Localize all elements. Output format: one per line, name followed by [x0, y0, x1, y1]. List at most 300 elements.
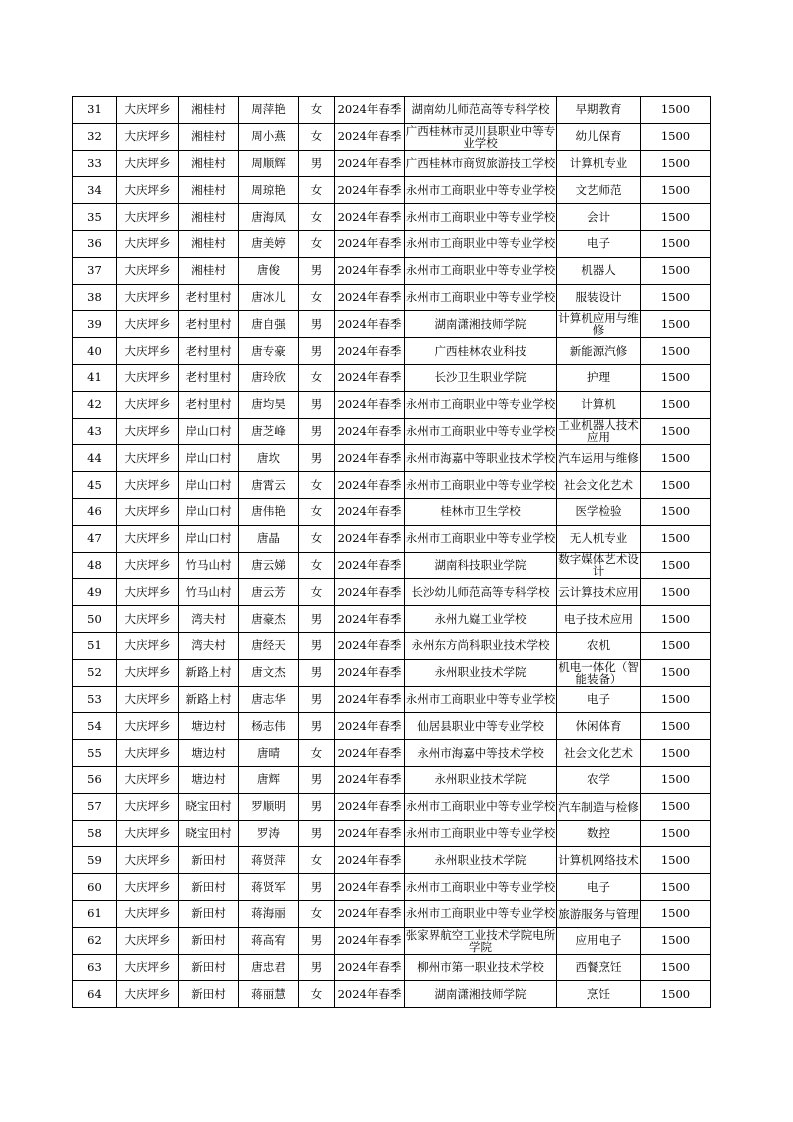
village-cell [179, 230, 239, 257]
village-text: 老村里村 [185, 397, 232, 412]
village-cell [179, 900, 239, 927]
row-number-cell [73, 338, 117, 365]
major-text: 农机 [587, 638, 610, 653]
gender-text: 男 [310, 155, 323, 170]
school-text: 湖南幼儿师范高等专科学校 [411, 102, 550, 117]
amount-cell [641, 552, 711, 579]
amount-cell [641, 472, 711, 499]
row-number-text: 49 [87, 584, 102, 599]
village-text: 湘桂村 [191, 209, 226, 224]
village-cell [179, 659, 239, 686]
township-cell [117, 284, 179, 311]
amount-cell [641, 498, 711, 525]
student-name-cell [239, 900, 299, 927]
term-text: 2024年春季 [337, 584, 402, 599]
school-cell [405, 713, 557, 740]
township-text: 大庆坪乡 [124, 986, 171, 1001]
student-name-cell [239, 579, 299, 606]
township-cell [117, 686, 179, 713]
table-row [73, 927, 711, 954]
school-cell [405, 659, 557, 686]
term-cell [335, 927, 405, 954]
term-text: 2024年春季 [337, 236, 402, 251]
term-text: 2024年春季 [337, 665, 402, 680]
term-text: 2024年春季 [337, 959, 402, 974]
row-number-cell [73, 364, 117, 391]
gender-cell [299, 606, 335, 633]
major-text: 西餐烹饪 [575, 959, 622, 974]
village-cell [179, 740, 239, 767]
amount-cell [641, 391, 711, 418]
village-text: 新田村 [191, 906, 226, 921]
row-number-cell [73, 686, 117, 713]
row-number-cell [73, 230, 117, 257]
village-text: 新田村 [191, 933, 226, 948]
table-row [73, 579, 711, 606]
amount-cell [641, 284, 711, 311]
school-cell [405, 150, 557, 177]
village-cell [179, 793, 239, 820]
township-cell [117, 900, 179, 927]
major-text: 烹饪 [587, 986, 610, 1001]
row-number-text: 38 [87, 289, 102, 304]
school-cell [405, 338, 557, 365]
village-cell [179, 981, 239, 1008]
gender-text: 男 [310, 611, 323, 626]
major-text: 无人机专业 [569, 531, 628, 546]
term-cell [335, 364, 405, 391]
student-name-cell [239, 525, 299, 552]
township-cell [117, 230, 179, 257]
row-number-text: 43 [87, 423, 102, 438]
term-text: 2024年春季 [337, 906, 402, 921]
township-cell [117, 177, 179, 204]
major-text: 数字媒体艺术设计 [558, 553, 639, 578]
amount-cell [641, 793, 711, 820]
term-cell [335, 820, 405, 847]
township-cell [117, 552, 179, 579]
amount-cell [641, 177, 711, 204]
village-text: 新田村 [191, 879, 226, 894]
school-text: 永州东方尚科职业技术学校 [411, 638, 550, 653]
term-cell [335, 766, 405, 793]
term-text: 2024年春季 [337, 772, 402, 787]
township-cell [117, 874, 179, 901]
township-cell [117, 472, 179, 499]
township-text: 大庆坪乡 [124, 423, 171, 438]
major-cell [557, 445, 641, 472]
village-text: 竹马山村 [185, 557, 232, 572]
table-row [73, 981, 711, 1008]
major-text: 电子 [587, 691, 610, 706]
village-cell [179, 632, 239, 659]
village-text: 岸山口村 [185, 531, 232, 546]
township-text: 大庆坪乡 [124, 611, 171, 626]
major-cell [557, 525, 641, 552]
village-cell [179, 552, 239, 579]
amount-cell [641, 311, 711, 338]
village-cell [179, 364, 239, 391]
table-row [73, 472, 711, 499]
village-cell [179, 498, 239, 525]
township-text: 大庆坪乡 [124, 879, 171, 894]
student-name-text: 唐专豪 [251, 343, 286, 358]
gender-text: 男 [310, 799, 323, 814]
term-text: 2024年春季 [337, 799, 402, 814]
student-name-cell [239, 445, 299, 472]
student-name-text: 唐云芳 [251, 584, 286, 599]
amount-cell [641, 230, 711, 257]
row-number-cell [73, 284, 117, 311]
amount-text: 1500 [660, 665, 691, 680]
township-cell [117, 311, 179, 338]
gender-cell [299, 311, 335, 338]
amount-text: 1500 [660, 316, 691, 331]
township-text: 大庆坪乡 [124, 504, 171, 519]
school-cell [405, 445, 557, 472]
major-text: 服装设计 [575, 289, 622, 304]
school-text: 永州市工商职业中等专业学校 [405, 691, 556, 706]
village-text: 湘桂村 [191, 236, 226, 251]
term-text: 2024年春季 [337, 289, 402, 304]
school-cell [405, 579, 557, 606]
student-name-cell [239, 766, 299, 793]
term-cell [335, 552, 405, 579]
township-cell [117, 847, 179, 874]
term-cell [335, 97, 405, 124]
student-name-text: 唐辉 [257, 772, 280, 787]
school-text: 永州市工商职业中等专业学校 [405, 397, 556, 412]
term-text: 2024年春季 [337, 986, 402, 1001]
school-cell [405, 230, 557, 257]
term-text: 2024年春季 [337, 102, 402, 117]
term-text: 2024年春季 [337, 209, 402, 224]
village-cell [179, 713, 239, 740]
amount-cell [641, 606, 711, 633]
amount-text: 1500 [660, 691, 691, 706]
term-cell [335, 123, 405, 150]
term-cell [335, 686, 405, 713]
row-number-text: 37 [87, 263, 102, 278]
school-text: 永州市工商职业中等专业学校 [405, 879, 556, 894]
amount-cell [641, 150, 711, 177]
township-text: 大庆坪乡 [124, 155, 171, 170]
major-cell [557, 230, 641, 257]
village-cell [179, 525, 239, 552]
row-number-text: 52 [87, 665, 102, 680]
student-name-text: 唐均昊 [251, 397, 286, 412]
township-cell [117, 445, 179, 472]
term-text: 2024年春季 [337, 933, 402, 948]
student-name-text: 唐芝峰 [251, 423, 286, 438]
student-name-text: 唐玲欣 [251, 370, 286, 385]
amount-cell [641, 847, 711, 874]
gender-cell [299, 847, 335, 874]
amount-cell [641, 123, 711, 150]
student-name-text: 唐美婷 [251, 236, 286, 251]
village-text: 新田村 [191, 986, 226, 1001]
school-text: 永州市工商职业中等专业学校 [405, 799, 556, 814]
gender-text: 女 [310, 102, 323, 117]
term-cell [335, 391, 405, 418]
major-cell [557, 713, 641, 740]
township-text: 大庆坪乡 [124, 557, 171, 572]
student-name-cell [239, 954, 299, 981]
gender-cell [299, 204, 335, 231]
amount-cell [641, 204, 711, 231]
gender-text: 男 [310, 772, 323, 787]
row-number-text: 57 [87, 799, 102, 814]
school-cell [405, 364, 557, 391]
row-number-cell [73, 498, 117, 525]
major-cell [557, 954, 641, 981]
term-cell [335, 472, 405, 499]
township-text: 大庆坪乡 [124, 638, 171, 653]
village-cell [179, 177, 239, 204]
student-name-text: 唐晴 [257, 745, 280, 760]
school-text: 永州市海嘉中等职业技术学校 [405, 450, 556, 465]
gender-cell [299, 740, 335, 767]
row-number-cell [73, 150, 117, 177]
term-cell [335, 793, 405, 820]
township-cell [117, 793, 179, 820]
student-name-text: 唐文杰 [251, 665, 286, 680]
student-name-cell [239, 257, 299, 284]
row-number-text: 32 [87, 129, 102, 144]
student-name-cell [239, 927, 299, 954]
amount-cell [641, 364, 711, 391]
row-number-text: 56 [87, 772, 102, 787]
major-text: 会计 [587, 209, 610, 224]
major-text: 休闲体育 [575, 718, 622, 733]
amount-text: 1500 [660, 450, 691, 465]
row-number-cell [73, 123, 117, 150]
term-text: 2024年春季 [337, 611, 402, 626]
township-cell [117, 364, 179, 391]
subsidy-table [72, 96, 711, 1008]
gender-cell [299, 900, 335, 927]
amount-cell [641, 900, 711, 927]
amount-cell [641, 686, 711, 713]
village-cell [179, 579, 239, 606]
gender-cell [299, 123, 335, 150]
student-name-text: 唐霄云 [251, 477, 286, 492]
amount-cell [641, 445, 711, 472]
amount-text: 1500 [660, 236, 691, 251]
village-text: 老村里村 [185, 370, 232, 385]
township-text: 大庆坪乡 [124, 182, 171, 197]
student-name-text: 唐云娣 [251, 557, 286, 572]
row-number-text: 40 [87, 343, 102, 358]
township-cell [117, 418, 179, 445]
row-number-text: 61 [87, 906, 102, 921]
amount-text: 1500 [660, 825, 691, 840]
major-text: 电子 [587, 879, 610, 894]
gender-text: 男 [310, 397, 323, 412]
student-name-cell [239, 284, 299, 311]
row-number-cell [73, 793, 117, 820]
term-cell [335, 525, 405, 552]
major-text: 计算机 [581, 397, 616, 412]
term-cell [335, 632, 405, 659]
student-name-text: 唐伟艳 [251, 504, 286, 519]
township-cell [117, 659, 179, 686]
major-text: 应用电子 [575, 933, 622, 948]
student-name-text: 周顺辉 [251, 155, 286, 170]
row-number-cell [73, 204, 117, 231]
major-cell [557, 391, 641, 418]
term-cell [335, 445, 405, 472]
row-number-cell [73, 552, 117, 579]
gender-cell [299, 498, 335, 525]
village-text: 晓宝田村 [185, 799, 232, 814]
student-name-cell [239, 150, 299, 177]
school-text: 永州市工商职业中等专业学校 [405, 825, 556, 840]
gender-text: 女 [310, 236, 323, 251]
school-cell [405, 418, 557, 445]
table-row [73, 230, 711, 257]
amount-cell [641, 874, 711, 901]
township-cell [117, 740, 179, 767]
student-name-cell [239, 793, 299, 820]
school-cell [405, 632, 557, 659]
amount-text: 1500 [660, 102, 691, 117]
village-text: 湘桂村 [191, 263, 226, 278]
village-cell [179, 847, 239, 874]
township-text: 大庆坪乡 [124, 852, 171, 867]
major-cell [557, 338, 641, 365]
table-row [73, 659, 711, 686]
student-name-cell [239, 364, 299, 391]
amount-text: 1500 [660, 263, 691, 278]
gender-text: 女 [310, 986, 323, 1001]
village-text: 岸山口村 [185, 423, 232, 438]
school-cell [405, 284, 557, 311]
table-row [73, 123, 711, 150]
major-cell [557, 900, 641, 927]
amount-cell [641, 766, 711, 793]
village-cell [179, 954, 239, 981]
student-name-cell [239, 659, 299, 686]
village-text: 老村里村 [185, 343, 232, 358]
table-row [73, 391, 711, 418]
township-text: 大庆坪乡 [124, 316, 171, 331]
row-number-cell [73, 579, 117, 606]
major-cell [557, 686, 641, 713]
amount-cell [641, 740, 711, 767]
student-name-cell [239, 552, 299, 579]
amount-text: 1500 [660, 745, 691, 760]
student-name-text: 蒋海丽 [251, 906, 286, 921]
student-name-text: 唐忠君 [251, 959, 286, 974]
school-cell [405, 981, 557, 1008]
amount-cell [641, 338, 711, 365]
major-text: 护理 [587, 370, 610, 385]
table-row [73, 445, 711, 472]
row-number-cell [73, 606, 117, 633]
township-text: 大庆坪乡 [124, 531, 171, 546]
gender-cell [299, 954, 335, 981]
table-row [73, 257, 711, 284]
row-number-cell [73, 927, 117, 954]
term-text: 2024年春季 [337, 852, 402, 867]
gender-cell [299, 820, 335, 847]
student-name-text: 杨志伟 [251, 718, 286, 733]
village-text: 塘边村 [191, 745, 226, 760]
gender-text: 男 [310, 879, 323, 894]
village-text: 塘边村 [191, 718, 226, 733]
table-row [73, 820, 711, 847]
village-text: 新田村 [191, 959, 226, 974]
student-name-text: 罗顺明 [251, 799, 286, 814]
major-cell [557, 740, 641, 767]
major-cell [557, 927, 641, 954]
gender-cell [299, 364, 335, 391]
village-cell [179, 150, 239, 177]
village-cell [179, 766, 239, 793]
school-text: 永州市工商职业中等专业学校 [405, 209, 556, 224]
township-cell [117, 257, 179, 284]
village-text: 新路上村 [185, 691, 232, 706]
row-number-text: 55 [87, 745, 102, 760]
gender-cell [299, 713, 335, 740]
school-cell [405, 525, 557, 552]
term-cell [335, 177, 405, 204]
major-text: 社会文化艺术 [564, 477, 633, 492]
student-name-cell [239, 230, 299, 257]
gender-text: 男 [310, 959, 323, 974]
term-cell [335, 204, 405, 231]
school-cell [405, 204, 557, 231]
amount-text: 1500 [660, 584, 691, 599]
amount-text: 1500 [660, 423, 691, 438]
school-text: 永州职业技术学院 [434, 852, 527, 867]
row-number-cell [73, 525, 117, 552]
gender-cell [299, 472, 335, 499]
township-text: 大庆坪乡 [124, 745, 171, 760]
row-number-cell [73, 472, 117, 499]
gender-cell [299, 525, 335, 552]
row-number-text: 59 [87, 852, 102, 867]
amount-cell [641, 418, 711, 445]
term-text: 2024年春季 [337, 316, 402, 331]
gender-text: 女 [310, 209, 323, 224]
school-text: 柳州市第一职业技术学校 [417, 959, 544, 974]
gender-cell [299, 230, 335, 257]
village-cell [179, 338, 239, 365]
table-row [73, 847, 711, 874]
major-text: 计算机专业 [569, 155, 628, 170]
major-cell [557, 766, 641, 793]
village-cell [179, 927, 239, 954]
school-text: 永州市工商职业中等专业学校 [405, 182, 556, 197]
village-text: 湾夫村 [191, 638, 226, 653]
row-number-text: 60 [87, 879, 102, 894]
term-cell [335, 418, 405, 445]
student-name-cell [239, 123, 299, 150]
row-number-cell [73, 257, 117, 284]
student-name-cell [239, 847, 299, 874]
term-text: 2024年春季 [337, 557, 402, 572]
township-cell [117, 123, 179, 150]
student-name-text: 罗涛 [257, 825, 280, 840]
table-row [73, 766, 711, 793]
gender-text: 女 [310, 557, 323, 572]
row-number-text: 42 [87, 397, 102, 412]
village-text: 竹马山村 [185, 584, 232, 599]
gender-text: 男 [310, 718, 323, 733]
student-name-text: 唐自强 [251, 316, 286, 331]
